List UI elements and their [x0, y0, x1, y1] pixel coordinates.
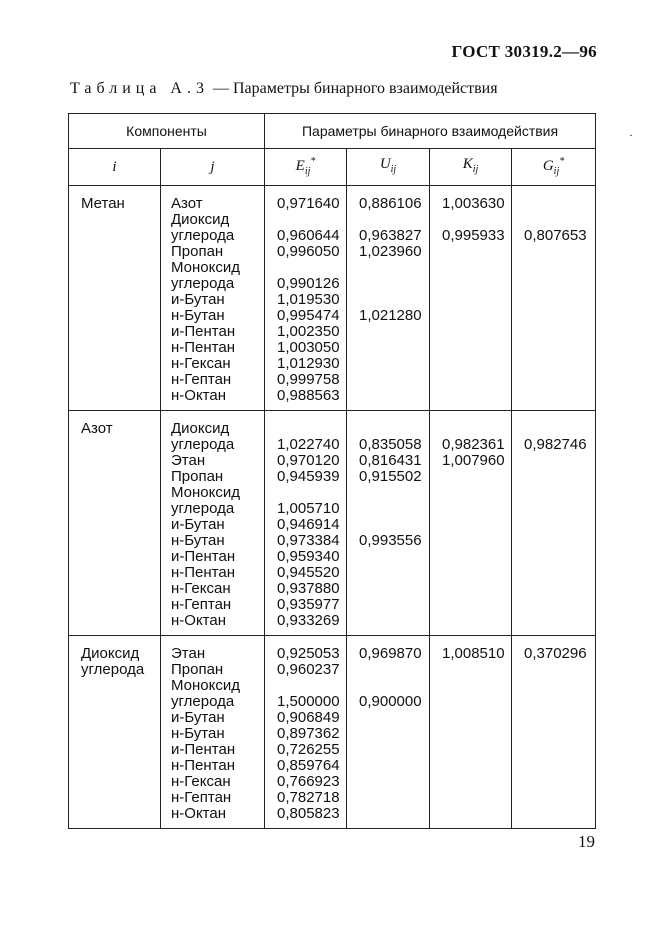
cell-line: 1,500000 — [277, 693, 340, 710]
cell-line — [524, 517, 595, 533]
cell-line: 0,995933 — [442, 227, 505, 244]
cell-line: Этан — [171, 452, 206, 469]
cell-e — [265, 636, 347, 829]
header-parameters: Параметры бинарного взаимодействия — [265, 114, 596, 149]
cell-line — [524, 421, 595, 437]
cell-line: 0,937880 — [277, 580, 340, 597]
cell-line: н-Бутан — [171, 532, 225, 549]
header-col-i: i — [69, 149, 161, 186]
cell-line — [442, 694, 511, 710]
cell-line — [524, 212, 595, 228]
cell-line: и-Бутан — [171, 709, 225, 726]
cell-line: 1,005710 — [277, 500, 340, 517]
cell-u — [347, 186, 430, 411]
cell-line: Азот — [81, 420, 113, 437]
cell-line: 1,012930 — [277, 355, 340, 372]
cell-k — [430, 411, 512, 636]
cell-line — [359, 710, 429, 726]
cell-line: 0,766923 — [277, 773, 340, 790]
header-col-e: $E_{ij}^*$ — [265, 149, 347, 186]
cell-line — [442, 260, 511, 276]
cell-j — [161, 186, 265, 411]
cell-line: и-Пентан — [171, 741, 236, 758]
cell-line: углерода — [171, 500, 235, 517]
cell-line — [524, 742, 595, 758]
cell-line — [442, 710, 511, 726]
cell-line: 0,999758 — [277, 371, 340, 388]
cell-line — [359, 678, 429, 694]
cell-line — [442, 372, 511, 388]
cell-line — [359, 276, 429, 292]
cell-line: Пропан — [171, 468, 224, 485]
cell-line: 0,859764 — [277, 757, 340, 774]
cell-line: н-Гептан — [171, 789, 232, 806]
cell-line: н-Гексан — [171, 355, 231, 372]
cell-line — [442, 742, 511, 758]
cell-line: 0,969870 — [359, 645, 422, 662]
cell-e — [265, 411, 347, 636]
cell-i — [69, 186, 161, 411]
cell-line: 0,963827 — [359, 227, 422, 244]
header-col-u: $U_{ij}$ — [347, 149, 430, 186]
cell-line: н-Бутан — [171, 307, 225, 324]
cell-line — [524, 726, 595, 742]
cell-g — [512, 636, 596, 829]
cell-line: н-Пентан — [171, 757, 236, 774]
cell-line — [524, 388, 595, 404]
cell-line — [442, 517, 511, 533]
binary-interaction-table — [68, 113, 596, 829]
cell-line: 0,935977 — [277, 596, 340, 613]
cell-line: 0,906849 — [277, 709, 340, 726]
cell-line — [524, 533, 595, 549]
cell-line — [524, 276, 595, 292]
cell-line — [524, 485, 595, 501]
table-row-group — [69, 411, 596, 636]
cell-line: 0,971640 — [277, 195, 340, 212]
cell-line: углерода — [171, 693, 235, 710]
cell-line: 0,973384 — [277, 532, 340, 549]
cell-line — [442, 806, 511, 822]
cell-line: 0,959340 — [277, 548, 340, 565]
cell-line: Метан — [81, 195, 125, 212]
cell-line — [442, 485, 511, 501]
cell-line: н-Гексан — [171, 580, 231, 597]
cell-line — [359, 790, 429, 806]
cell-line: 0,897362 — [277, 725, 340, 742]
cell-line: н-Пентан — [171, 339, 236, 356]
cell-line — [442, 501, 511, 517]
cell-line — [442, 790, 511, 806]
cell-line — [524, 581, 595, 597]
cell-line — [359, 581, 429, 597]
cell-line — [359, 517, 429, 533]
cell-line — [524, 790, 595, 806]
cell-line — [524, 597, 595, 613]
cell-line: Диоксид — [81, 645, 140, 662]
cell-line — [442, 292, 511, 308]
cell-line — [442, 324, 511, 340]
cell-line — [359, 565, 429, 581]
cell-line — [524, 549, 595, 565]
cell-line: 0,835058 — [359, 436, 422, 453]
cell-line — [442, 356, 511, 372]
cell-line — [442, 662, 511, 678]
cell-line: 0,370296 — [524, 645, 587, 662]
cell-line: 1,002350 — [277, 323, 340, 340]
cell-line — [442, 276, 511, 292]
cell-u — [347, 411, 430, 636]
cell-line — [442, 212, 511, 228]
cell-line — [359, 485, 429, 501]
cell-line — [359, 356, 429, 372]
cell-line — [524, 324, 595, 340]
cell-line: 1,021280 — [359, 307, 422, 324]
table-row-group — [69, 636, 596, 829]
cell-line — [524, 372, 595, 388]
cell-line: 0,982361 — [442, 436, 505, 453]
cell-line: Этан — [171, 645, 206, 662]
cell-line: 0,807653 — [524, 227, 587, 244]
cell-line: н-Октан — [171, 612, 227, 629]
cell-line — [524, 244, 595, 260]
cell-line — [359, 613, 429, 629]
cell-line: и-Бутан — [171, 291, 225, 308]
cell-line: и-Бутан — [171, 516, 225, 533]
cell-line — [359, 292, 429, 308]
cell-line: 0,960644 — [277, 227, 340, 244]
cell-line — [442, 565, 511, 581]
cell-line: 0,782718 — [277, 789, 340, 806]
table-caption-text: — Параметры бинарного взаимодействия — [208, 80, 498, 97]
cell-line: 0,988563 — [277, 387, 340, 404]
cell-u — [347, 636, 430, 829]
cell-line: и-Пентан — [171, 548, 236, 565]
cell-line — [359, 806, 429, 822]
cell-line: н-Октан — [171, 387, 227, 404]
cell-line: 1,007960 — [442, 452, 505, 469]
cell-line — [524, 710, 595, 726]
cell-line: 0,915502 — [359, 468, 422, 485]
cell-line — [524, 678, 595, 694]
cell-line — [442, 581, 511, 597]
cell-line — [359, 212, 429, 228]
header-col-g: $G_{ij}^*$ — [512, 149, 596, 186]
cell-line: и-Пентан — [171, 323, 236, 340]
cell-line: н-Гептан — [171, 371, 232, 388]
cell-line — [359, 662, 429, 678]
cell-line — [442, 597, 511, 613]
cell-line — [442, 421, 511, 437]
cell-line — [442, 613, 511, 629]
table-body — [69, 186, 596, 829]
cell-i — [69, 636, 161, 829]
cell-k — [430, 186, 512, 411]
cell-line: 1,019530 — [277, 291, 340, 308]
cell-line — [524, 453, 595, 469]
cell-line — [359, 340, 429, 356]
cell-line: углерода — [171, 275, 235, 292]
cell-line — [524, 662, 595, 678]
cell-line: 1,008510 — [442, 645, 505, 662]
cell-line — [524, 340, 595, 356]
cell-line: 0,970120 — [277, 452, 340, 469]
cell-line — [442, 469, 511, 485]
cell-line: 0,993556 — [359, 532, 422, 549]
cell-line: Моноксид — [171, 677, 240, 694]
cell-line: 0,933269 — [277, 612, 340, 629]
cell-line — [359, 774, 429, 790]
cell-line: 0,945939 — [277, 468, 340, 485]
cell-line: Пропан — [171, 661, 224, 678]
cell-line: 0,805823 — [277, 805, 340, 822]
cell-g — [512, 186, 596, 411]
cell-line — [442, 758, 511, 774]
cell-line: углерода — [81, 661, 145, 678]
cell-line — [359, 260, 429, 276]
cell-line — [524, 292, 595, 308]
cell-line: 0,990126 — [277, 275, 340, 292]
cell-line — [277, 421, 346, 437]
cell-line — [524, 196, 595, 212]
cell-line: 0,925053 — [277, 645, 340, 662]
cell-line: 0,886106 — [359, 195, 422, 212]
cell-line — [359, 324, 429, 340]
cell-line — [359, 597, 429, 613]
cell-line: углерода — [171, 227, 235, 244]
cell-line — [524, 758, 595, 774]
cell-j — [161, 636, 265, 829]
cell-line: н-Октан — [171, 805, 227, 822]
page-number: 19 — [578, 832, 595, 851]
cell-line — [359, 549, 429, 565]
cell-line: 0,726255 — [277, 741, 340, 758]
cell-line — [442, 678, 511, 694]
cell-line — [524, 356, 595, 372]
cell-line — [277, 485, 346, 501]
cell-line — [359, 421, 429, 437]
cell-g — [512, 411, 596, 636]
cell-line: 0,996050 — [277, 243, 340, 260]
cell-line — [442, 549, 511, 565]
cell-line — [524, 694, 595, 710]
cell-line — [442, 774, 511, 790]
cell-line — [359, 501, 429, 517]
cell-line: 0,946914 — [277, 516, 340, 533]
scan-mark: · — [629, 128, 633, 142]
cell-line — [442, 244, 511, 260]
cell-line — [524, 469, 595, 485]
standard-header: ГОСТ 30319.2—96 — [451, 42, 597, 61]
cell-line: н-Гексан — [171, 773, 231, 790]
header-components: Компоненты — [69, 114, 265, 149]
cell-line — [442, 388, 511, 404]
cell-line: углерода — [171, 436, 235, 453]
cell-line — [359, 742, 429, 758]
cell-line — [359, 726, 429, 742]
cell-line: 0,960237 — [277, 661, 340, 678]
header-col-k: $K_{ij}$ — [430, 149, 512, 186]
cell-line: Пропан — [171, 243, 224, 260]
cell-line — [277, 212, 346, 228]
cell-line — [277, 260, 346, 276]
cell-line: Диоксид — [171, 420, 230, 437]
cell-line — [442, 340, 511, 356]
cell-line — [359, 758, 429, 774]
cell-line: 0,982746 — [524, 436, 587, 453]
cell-line: Моноксид — [171, 259, 240, 276]
cell-line — [359, 388, 429, 404]
header-col-j: j — [161, 149, 265, 186]
table-row-group — [69, 186, 596, 411]
cell-e — [265, 186, 347, 411]
cell-line — [524, 806, 595, 822]
cell-line: Моноксид — [171, 484, 240, 501]
cell-line — [442, 308, 511, 324]
cell-line — [524, 260, 595, 276]
cell-i — [69, 411, 161, 636]
cell-line: 0,900000 — [359, 693, 422, 710]
cell-j — [161, 411, 265, 636]
cell-line — [524, 774, 595, 790]
cell-line — [524, 613, 595, 629]
cell-line: 0,995474 — [277, 307, 340, 324]
cell-line: Диоксид — [171, 211, 230, 228]
cell-line — [524, 565, 595, 581]
cell-line: 0,816431 — [359, 452, 422, 469]
cell-line: 1,003630 — [442, 195, 505, 212]
cell-line — [442, 726, 511, 742]
cell-line — [524, 308, 595, 324]
cell-line — [359, 372, 429, 388]
cell-line: 1,023960 — [359, 243, 422, 260]
cell-line — [277, 678, 346, 694]
cell-line: н-Бутан — [171, 725, 225, 742]
cell-line: 1,003050 — [277, 339, 340, 356]
cell-line: 0,945520 — [277, 564, 340, 581]
cell-line: н-Гептан — [171, 596, 232, 613]
cell-line: Азот — [171, 195, 203, 212]
cell-line: 1,022740 — [277, 436, 340, 453]
table-caption-prefix: Таблица А.3 — [70, 80, 209, 97]
cell-k — [430, 636, 512, 829]
cell-line — [524, 501, 595, 517]
cell-line — [442, 533, 511, 549]
table-caption — [70, 80, 498, 98]
cell-line: н-Пентан — [171, 564, 236, 581]
